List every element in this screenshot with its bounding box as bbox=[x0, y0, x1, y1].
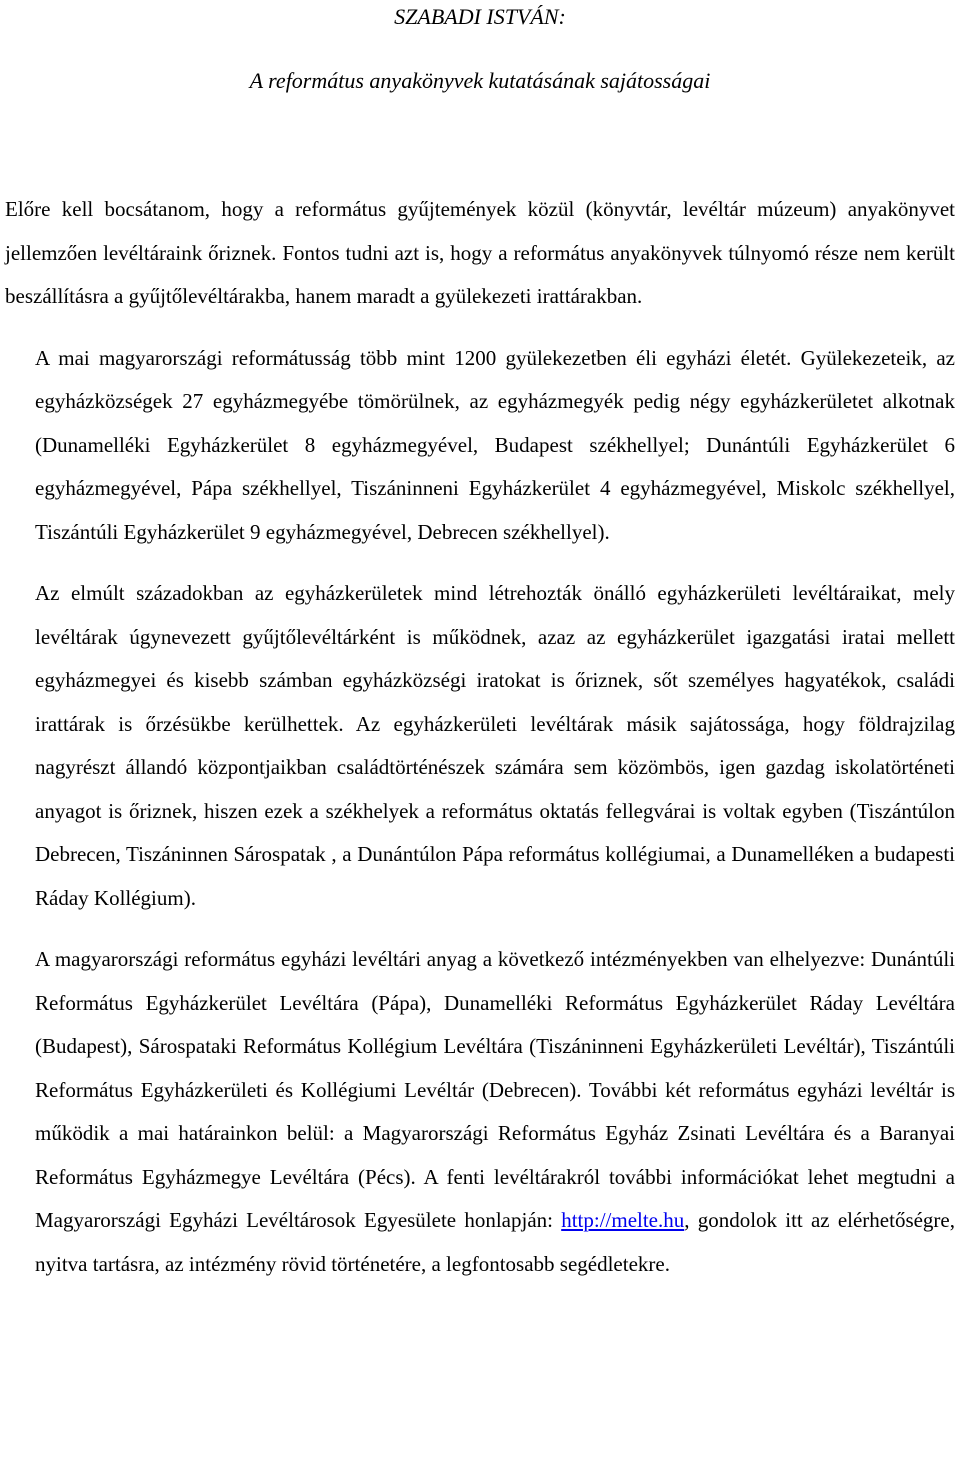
paragraph-church-structure: A mai magyarországi reformátusság több mint 1200 gyülekezetben éli egyházi életét. Gyülekezeteik, az egyházközségek 27 egyházmegyébe tömörülnek, az egyházmegyék pedig négy egyházkerületet alkotnak (Dunamelléki Egyházkerület 8 egyházmegyével, Budapest székhellyel; Dunántúli Egyházkerület 6 egyházmegyével, Pápa székhellyel, Tiszáninneni Egyházkerület 4 egyházmegyével, Miskolc székhellyel, Tiszántúli Egyházkerület 9 egyházmegyével, Debrecen székhellyel). bbox=[35, 345, 955, 544]
document-title: A református anyakönyvek kutatásának sajátosságai bbox=[249, 68, 711, 93]
paragraph-archive-locations-tail: , gondolok itt az elérhetőségre, nyitva tartásra, az intézmény rövid történetére, a legfontosabb segédletekre. bbox=[35, 1208, 955, 1276]
paragraph-archive-locations-text: A magyarországi református egyházi levéltári anyag a következő intézményekben van elhelyezve: Dunántúli Református Egyházkerület Levéltára (Pápa), Dunamelléki Református Egyházkerület Ráday Levéltára (Budapest), Sárospataki Református Kollégium Levéltára (Tiszáninneni Egyházkerületi Levéltár), Tiszántúli Református Egyházkerületi és Kollégiumi Levéltár (Debrecen). További két református egyházi levéltár is működik a mai határainkon belül: a Magyarországi Református Egyház Zsinati Levéltára és a Baranyai Református Egyházmegye Levéltára (Pécs). A fenti levéltárakról további információkat lehet megtudni a Magyarországi Egyházi Levéltárosok Egyesülete honlapján: bbox=[35, 947, 955, 1232]
paragraph-intro: Előre kell bocsátanom, hogy a református gyűjtemények közül (könyvtár, levéltár múzeum) anyakönyvet jellemzően levéltáraink őriznek. Fontos tudni azt is, hogy a református anyakönyvek túlnyomó része nem került beszállításra a gyűjtőlevéltárakba, hanem maradt a gyülekezeti irattárakban. bbox=[5, 197, 955, 308]
document-page bbox=[5, 0, 955, 1286]
paragraph-district-archives: Az elmúlt századokban az egyházkerületek mind létrehozták önálló egyházkerületi levéltáraikat, mely levéltárak úgynevezett gyűjtőlevéltárként is működnek, azaz az egyházkerület igazgatási iratai mellett egyházmegyei és kisebb számban egyházközségi iratokat is őriznek, sőt személyes hagyatékok, családi irattárak is őrzésükbe kerülhettek. Az egyházkerületi levéltárak másik sajátossága, hogy földrajzilag nagyrészt állandó központjaikban családtörténészek számára sem közömbös, igen gazdag iskolatörténeti anyagot is őriznek, hiszen ezek a székhelyek a református oktatás fellegvárai is voltak egyben (Tiszántúlon Debrecen, Tiszáninnen Sárospatak , a Dunántúlon Pápa református kollégiumai, a Dunamelléken a budapesti Ráday Kollégium). bbox=[35, 581, 955, 910]
author-name: SZABADI ISTVÁN: bbox=[394, 4, 566, 29]
paragraph-archive-locations bbox=[5, 938, 955, 1286]
melte-website-link[interactable]: http://melte.hu bbox=[561, 1208, 685, 1232]
